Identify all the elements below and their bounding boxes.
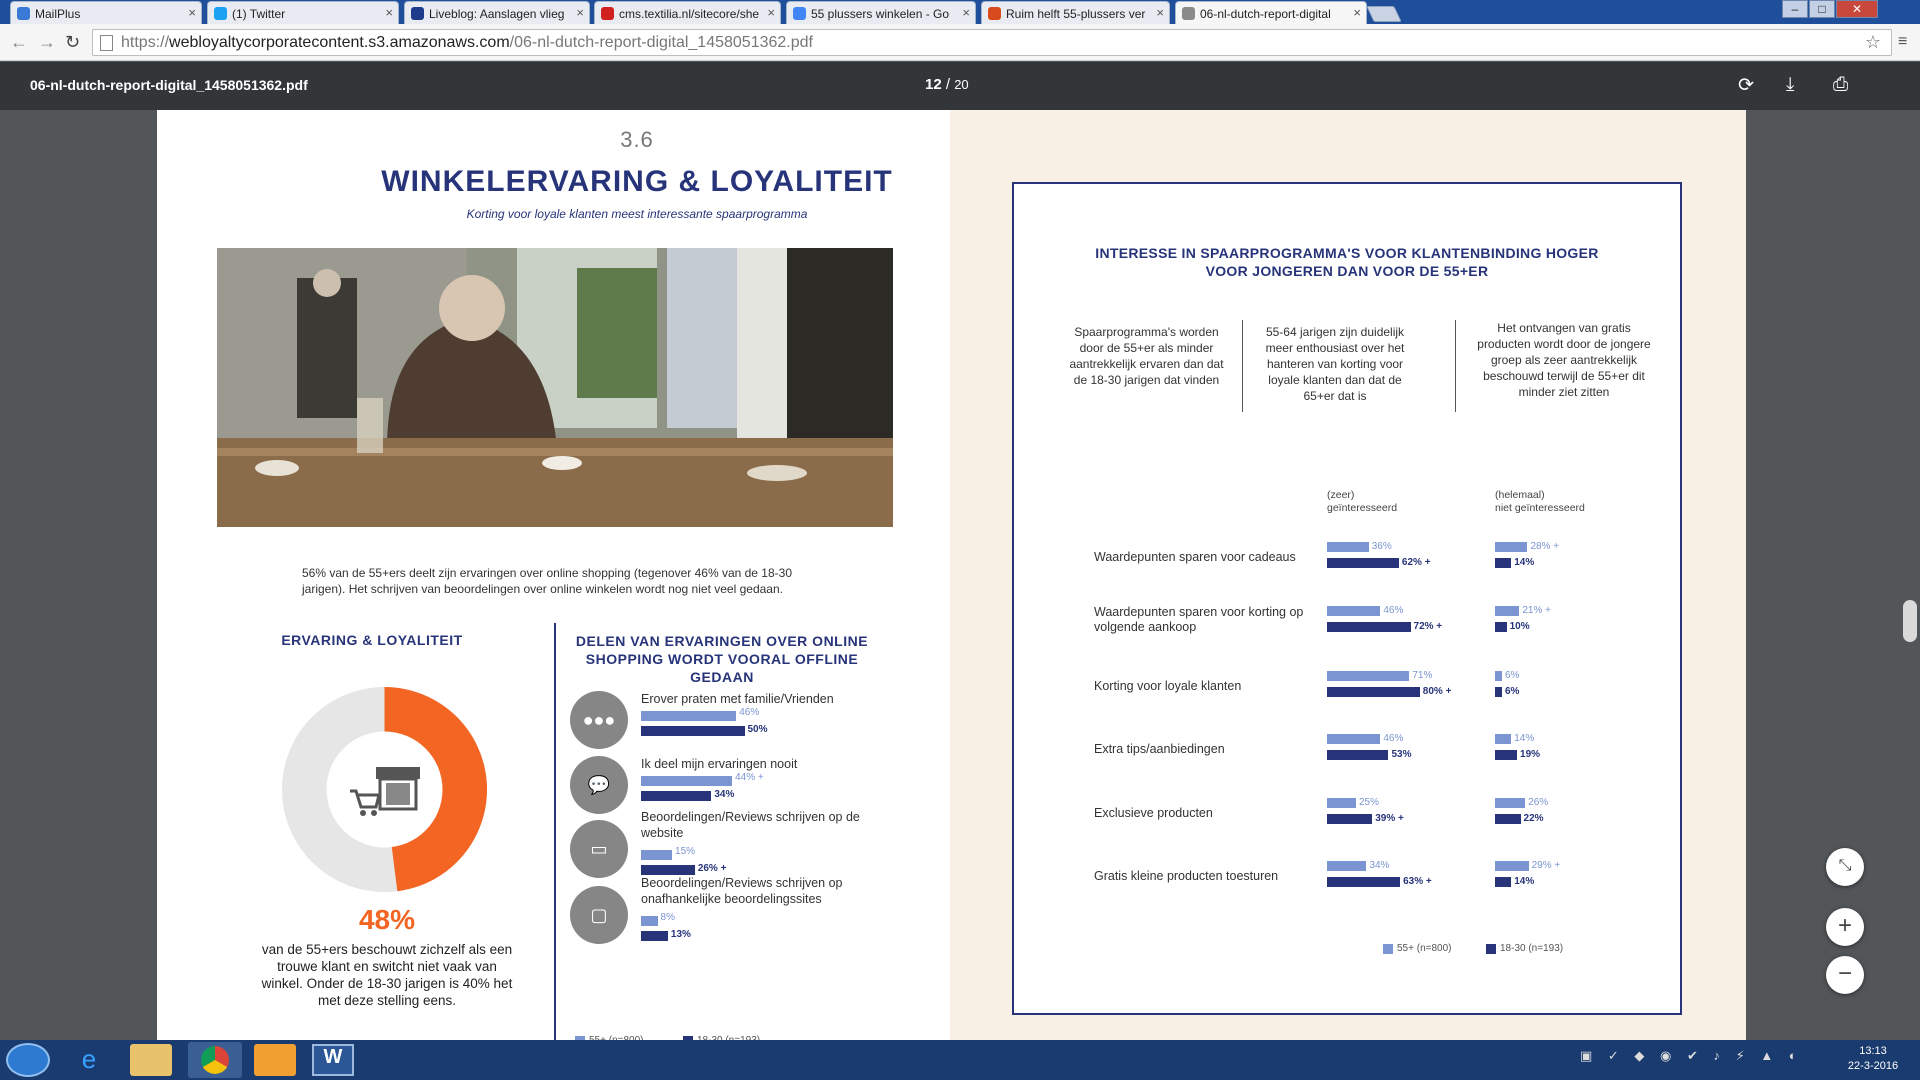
total-pages: 20 [954, 77, 969, 92]
tab-close-icon[interactable]: × [188, 5, 196, 20]
bar-18-label: 19% [1520, 749, 1541, 760]
outlook-icon[interactable] [254, 1044, 296, 1076]
reload-icon[interactable]: ↻ [65, 32, 81, 52]
bar-55-label: 15% [675, 846, 696, 857]
bar-18 [641, 726, 745, 736]
clock[interactable] [1838, 1044, 1908, 1074]
pdf-viewer [0, 110, 1920, 1040]
tab-6[interactable] [981, 1, 1170, 24]
forward-icon[interactable]: → [38, 32, 56, 52]
bar-18-label: 10% [1509, 621, 1530, 632]
delen-row [570, 810, 900, 880]
scrollbar[interactable] [1900, 110, 1920, 1040]
bar-55 [641, 711, 736, 721]
maximize-button[interactable]: □ [1809, 0, 1835, 18]
tab-favicon-icon [1182, 7, 1195, 20]
new-tab-button[interactable] [1366, 6, 1401, 22]
loyalty-donut-chart [282, 687, 487, 892]
bar-55 [641, 776, 732, 786]
legend-55-label: 55+ (n=800) [1397, 943, 1452, 954]
bar-55-label: 29% + [1531, 860, 1561, 871]
bar-55 [1495, 542, 1527, 552]
tab-title: Liveblog: Aanslagen vlieg [429, 7, 565, 21]
page-subtitle: Korting voor loyale klanten meest interessante spaarprogramma [466, 207, 808, 221]
print-icon[interactable]: ⎙ [1833, 74, 1849, 95]
tab-close-icon[interactable]: × [385, 5, 393, 20]
bar-55 [1327, 798, 1356, 808]
bar-55 [641, 850, 672, 860]
url-scheme: https:// [121, 34, 170, 51]
tab-3[interactable] [404, 1, 590, 24]
cafe-photo-illustration [217, 248, 893, 527]
menu-icon[interactable]: ≡ [1898, 33, 1908, 50]
word-icon[interactable]: W [312, 1044, 354, 1076]
bar-18-label: 13% [670, 929, 691, 940]
tab-favicon-icon [17, 7, 30, 20]
bar-55-label: 71% [1412, 670, 1433, 681]
bar-18-label: 50% [747, 724, 768, 735]
delen-label: Ik deel mijn ervaringen nooit [641, 757, 798, 771]
header-interested-line1: (zeer) [1327, 489, 1355, 501]
browser-toolbar [0, 24, 1920, 61]
tab-bar [0, 0, 1920, 24]
bar-55-label: 26% [1528, 797, 1549, 808]
tab-favicon-icon [214, 7, 227, 20]
bar-55 [1495, 861, 1529, 871]
tab-title: (1) Twitter [232, 7, 286, 21]
page-indicator [925, 76, 969, 93]
chart-category-label: Gratis kleine producten toesturen [1094, 869, 1279, 883]
bar-55 [1327, 671, 1409, 681]
bar-55-label: 46% [1383, 605, 1404, 616]
minimize-button[interactable]: – [1782, 0, 1808, 18]
bar-18-label: 26% + [697, 863, 727, 874]
system-tray-icons[interactable]: ▣ ✓ ◆ ◉ ✔ ♪ ⚡ ▲ ◐ [1580, 1048, 1803, 1063]
bar-55-label: 34% [1369, 860, 1390, 871]
legend-18-label: 18-30 (n=193) [1500, 943, 1564, 954]
tab-close-icon[interactable]: × [767, 5, 775, 20]
tab-favicon-icon [988, 7, 1001, 20]
clock-date: 22-3-2016 [1847, 1060, 1899, 1072]
tab-1[interactable] [10, 1, 202, 24]
chart-category-label: Waardepunten sparen voor korting op volgende aankoop [1094, 605, 1304, 634]
tab-2[interactable] [207, 1, 399, 24]
page-separator: / [945, 76, 951, 93]
start-button[interactable] [6, 1043, 50, 1077]
bar-55-label: 14% [1514, 733, 1535, 744]
tab-favicon-icon [411, 7, 424, 20]
bar-18 [641, 931, 668, 941]
back-icon[interactable]: ← [10, 32, 28, 52]
tab-4[interactable] [594, 1, 781, 24]
rotate-icon[interactable]: ⟳ [1738, 75, 1754, 96]
section-number: 3.6 [620, 127, 654, 152]
header-not-interested [1495, 489, 1585, 515]
bar-18-label: 14% [1514, 557, 1535, 568]
zoom-in-button[interactable]: + [1826, 908, 1864, 946]
taskbar [0, 1040, 1920, 1080]
bar-18 [1495, 558, 1511, 568]
internet-explorer-icon[interactable]: e [81, 1044, 97, 1074]
insight-separator [1455, 320, 1456, 412]
bar-18 [1495, 750, 1517, 760]
url-path: /06-nl-dutch-report-digital_1458051362.pdf [509, 34, 813, 51]
bar-55-label: 44% + [735, 772, 764, 783]
bar-18 [1327, 750, 1388, 760]
tab-title: Ruim helft 55-plussers ver [1006, 7, 1146, 21]
bar-55-label: 46% [739, 707, 760, 718]
bar-18-label: 53% [1391, 749, 1412, 760]
bar-18 [1495, 877, 1511, 887]
pdf-filename: 06-nl-dutch-report-digital_1458051362.pdf [30, 77, 308, 93]
bar-55-label: 21% + [1522, 605, 1551, 616]
cafe-photo [217, 248, 893, 527]
fit-page-button[interactable]: ⤡ [1826, 848, 1864, 886]
interest-panel [1012, 182, 1682, 1015]
chrome-icon [201, 1046, 229, 1074]
tab-favicon-icon [793, 7, 806, 20]
chart-category-label: Waardepunten sparen voor cadeaus [1094, 550, 1296, 564]
bar-55-label: 46% [1383, 733, 1404, 744]
chart-category-label: Korting voor loyale klanten [1094, 679, 1242, 693]
tab-title: 06-nl-dutch-report-digital [1200, 7, 1331, 21]
close-window-button[interactable]: ✕ [1836, 0, 1878, 18]
tab-close-icon[interactable]: × [1156, 5, 1164, 20]
insight-3: Het ontvangen van gratis producten wordt door de jongere groep als zeer aantrekkelijk beschouwd terwijl de 55+er dit minder ziet zitten [1477, 321, 1651, 399]
clock-time: 13:13 [1859, 1045, 1887, 1057]
bar-55-label: 25% [1359, 797, 1380, 808]
delen-title: DELEN VAN ERVARINGEN OVER ONLINE SHOPPING WORDT VOORAL OFFLINE GEDAAN [575, 633, 869, 685]
bar-18 [1495, 814, 1521, 824]
page-title: WINKELERVARING & LOYALITEIT [381, 165, 893, 198]
tab-close-icon[interactable]: × [1353, 5, 1361, 20]
bar-18 [1495, 622, 1507, 632]
legend-18-swatch [1486, 944, 1496, 954]
tab-close-icon[interactable]: × [962, 5, 970, 20]
header-interested-line2: geïnteresseerd [1327, 502, 1398, 514]
current-page[interactable]: 12 [925, 76, 942, 93]
speech-bubble-icon: 💬 [570, 756, 628, 814]
bar-55 [1495, 734, 1511, 744]
monitor-icon: ▢ [570, 886, 628, 944]
bar-55-label: 36% [1371, 541, 1392, 552]
delen-row [570, 876, 900, 946]
bar-18-label: 14% [1514, 876, 1535, 887]
tab-title: 55 plussers winkelen - Go [811, 7, 950, 21]
laptop-icon: ▭ [570, 820, 628, 878]
insight-2: 55-64 jarigen zijn duidelijk meer enthousiast over het hanteren van korting voor loyale klanten dan dat de 65+er dat is [1265, 325, 1405, 403]
column-divider [554, 623, 556, 1043]
insight-1: Spaarprogramma's worden door de 55+er als minder aantrekkelijk ervaren dan dat de 18-30 jarigen dat vinden [1069, 325, 1224, 387]
legend-55-swatch [1383, 944, 1393, 954]
tab-title: MailPlus [35, 7, 81, 21]
tab-close-icon[interactable]: × [576, 5, 584, 20]
bar-18 [1327, 877, 1400, 887]
bar-55 [641, 916, 658, 926]
chrome-taskbar-button[interactable] [188, 1042, 242, 1078]
bar-18-label: 6% [1504, 686, 1520, 697]
url-host: webloyaltycorporatecontent.s3.amazonaws.com [169, 34, 510, 51]
bar-18-label: 62% + [1401, 557, 1431, 568]
bar-55 [1495, 671, 1502, 681]
tab-favicon-icon [601, 7, 614, 20]
scrollbar-thumb[interactable] [1903, 600, 1917, 642]
loyalty-description: van de 55+ers beschouwt zichzelf als een trouwe klant en switcht niet vaak van winkel. Onder de 18-30 jarigen is 40% het met deze stelling eens. [261, 942, 513, 1008]
bar-55 [1327, 542, 1369, 552]
bar-18-label: 72% + [1413, 621, 1443, 632]
chart-category-label: Extra tips/aanbiedingen [1094, 742, 1225, 756]
intro-text: 56% van de 55+ers deelt zijn ervaringen over online shopping (tegenover 46% van de 18-30 jarigen). Het schrijven van beoordelingen over online winkelen wordt nog niet veel gedaan. [302, 566, 792, 596]
file-explorer-icon[interactable] [130, 1044, 172, 1076]
bar-55 [1327, 734, 1380, 744]
interest-title-line2: VOOR JONGEREN DAN VOOR DE 55+ER [1205, 263, 1489, 279]
loyalty-percentage: 48% [358, 904, 416, 935]
delen-row [570, 756, 900, 816]
bar-55 [1327, 861, 1366, 871]
bar-55 [1495, 798, 1525, 808]
header-not-interested-line2: niet geïnteresseerd [1495, 502, 1585, 514]
bar-18 [1327, 687, 1420, 697]
bar-55-label: 8% [660, 912, 675, 923]
bar-18-label: 22% [1523, 813, 1544, 824]
pdf-page [157, 110, 1746, 1040]
download-icon[interactable]: ⤓ [1786, 74, 1795, 95]
bar-55 [1495, 606, 1519, 616]
bar-18 [1495, 687, 1502, 697]
bar-18 [1327, 814, 1372, 824]
tab-7[interactable] [1175, 1, 1367, 24]
zoom-out-button[interactable]: − [1826, 956, 1864, 994]
bar-18 [641, 791, 711, 801]
bar-18 [641, 865, 695, 875]
address-bar[interactable] [92, 29, 1892, 56]
bar-18-label: 63% + [1403, 876, 1432, 887]
page-icon [100, 35, 113, 51]
bar-55-label: 28% + [1530, 541, 1560, 552]
interest-title-line1: INTERESSE IN SPAARPROGRAMMA'S VOOR KLANTENBINDING HOGER [1095, 245, 1599, 261]
bar-18-label: 34% [714, 789, 735, 800]
tab-5[interactable] [786, 1, 976, 24]
delen-label: Erover praten met familie/Vrienden [641, 692, 834, 706]
bar-18 [1327, 558, 1399, 568]
ervaring-title: ERVARING & LOYALITEIT [281, 632, 463, 648]
interest-title [1014, 244, 1680, 280]
delen-label: Beoordelingen/Reviews schrijven op de website [641, 810, 860, 840]
people-icon: ●●● [570, 691, 628, 749]
insight-separator [1242, 320, 1243, 412]
delen-label: Beoordelingen/Reviews schrijven op onafhankelijke beoordelingssites [641, 876, 843, 906]
chart-category-label: Exclusieve producten [1094, 806, 1213, 820]
bar-55 [1327, 606, 1380, 616]
pdf-toolbar [0, 62, 1920, 110]
bar-18-label: 39% + [1375, 813, 1404, 824]
bar-18-label: 80% + [1422, 686, 1452, 697]
bar-18 [1327, 622, 1411, 632]
tab-title: cms.textilia.nl/sitecore/she [619, 7, 760, 21]
delen-row [570, 691, 900, 751]
header-not-interested-line1: (helemaal) [1495, 489, 1545, 501]
bar-55-label: 6% [1504, 670, 1520, 681]
header-interested [1327, 489, 1397, 515]
bookmark-star-icon[interactable]: ☆ [1864, 32, 1881, 52]
